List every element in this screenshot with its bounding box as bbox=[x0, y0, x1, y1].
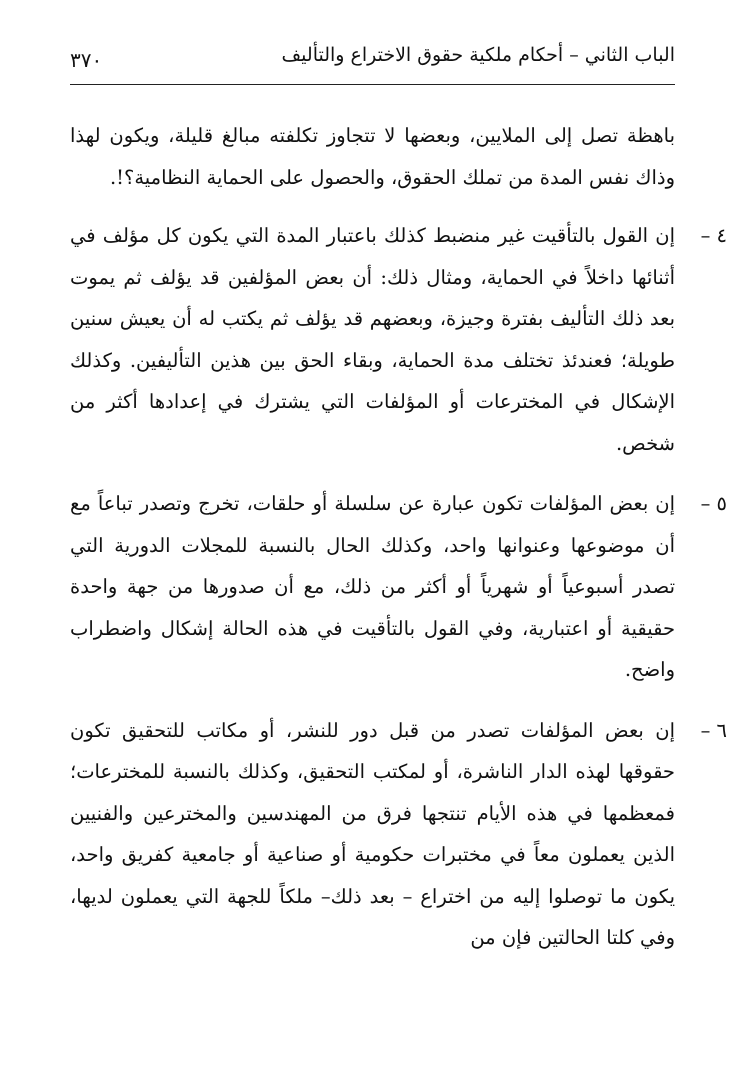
item-text: إن بعض المؤلفات تكون عبارة عن سلسلة أو حلقات، تخرج وتصدر تباعاً مع أن موضوعها وعنوانها واحد، وكذلك الحال بالنسبة للمجلات الدورية التي تصدر أسبوعياً أو شهرياً أو أكثر من ذلك، مع أن صدورها من جهة واحدة حقيقية أو اعتبارية، وفي القول بالتأقيت في هذه الحالة إشكال واضطراب واضح. bbox=[70, 492, 675, 681]
item-number: ٦ – bbox=[700, 718, 727, 742]
list-item-5 bbox=[70, 483, 727, 691]
item-number: ٥ – bbox=[700, 492, 727, 515]
item-text: إن القول بالتأقيت غير منضبط كذلك باعتبار المدة التي يكون كل مؤلف في أثنائها داخلاً في الحماية، ومثال ذلك: أن بعض المؤلفين قد يؤلف ثم يموت بعد ذلك التأليف بفترة وجيزة، وبعضهم قد يؤلف ثم يكتب له أن يعيش سنين طويلة؛ فعندئذ تختلف مدة الحماية، وبقاء الحق بين هذين التأليفين. وكذلك الإشكال في المخترعات أو المؤلفات التي يشترك في إعدادها أكثر من شخص. bbox=[70, 224, 675, 455]
item-text: إن بعض المؤلفات تصدر من قبل دور للنشر، أو مكاتب للتحقيق تكون حقوقها لهذه الدار الناشرة، أو لمكتب التحقيق، وكذلك بالنسبة للمخترعات؛ فمعظمها في هذه الأيام تنتجها فرق من المهندسين والمخترعين والفنيين الذين يعملون معاً في مختبرات حكومية أو صناعية أو جامعية كفريق واحد، يكون ما توصلوا إليه من اختراع – بعد ذلك– ملكاً للجهة التي يعملون لديها، وفي كلتا الحالتين فإن من bbox=[70, 718, 675, 949]
item-number: ٤ – bbox=[700, 224, 727, 247]
list-item-6 bbox=[70, 710, 727, 959]
running-header bbox=[70, 40, 675, 85]
page-body bbox=[70, 115, 727, 978]
chapter-title: الباب الثاني – أحكام ملكية حقوق الاختراع والتأليف bbox=[281, 44, 675, 66]
intro-paragraph: باهظة تصل إلى الملايين، وبعضها لا تتجاوز تكلفته مبالغ قليلة، ويكون لهذا وذاك نفس المدة من تملك الحقوق، والحصول على الحماية النظامية؟!. bbox=[70, 124, 675, 189]
list-item-4 bbox=[70, 215, 727, 464]
page-number: ٣٧٠ bbox=[70, 48, 103, 72]
